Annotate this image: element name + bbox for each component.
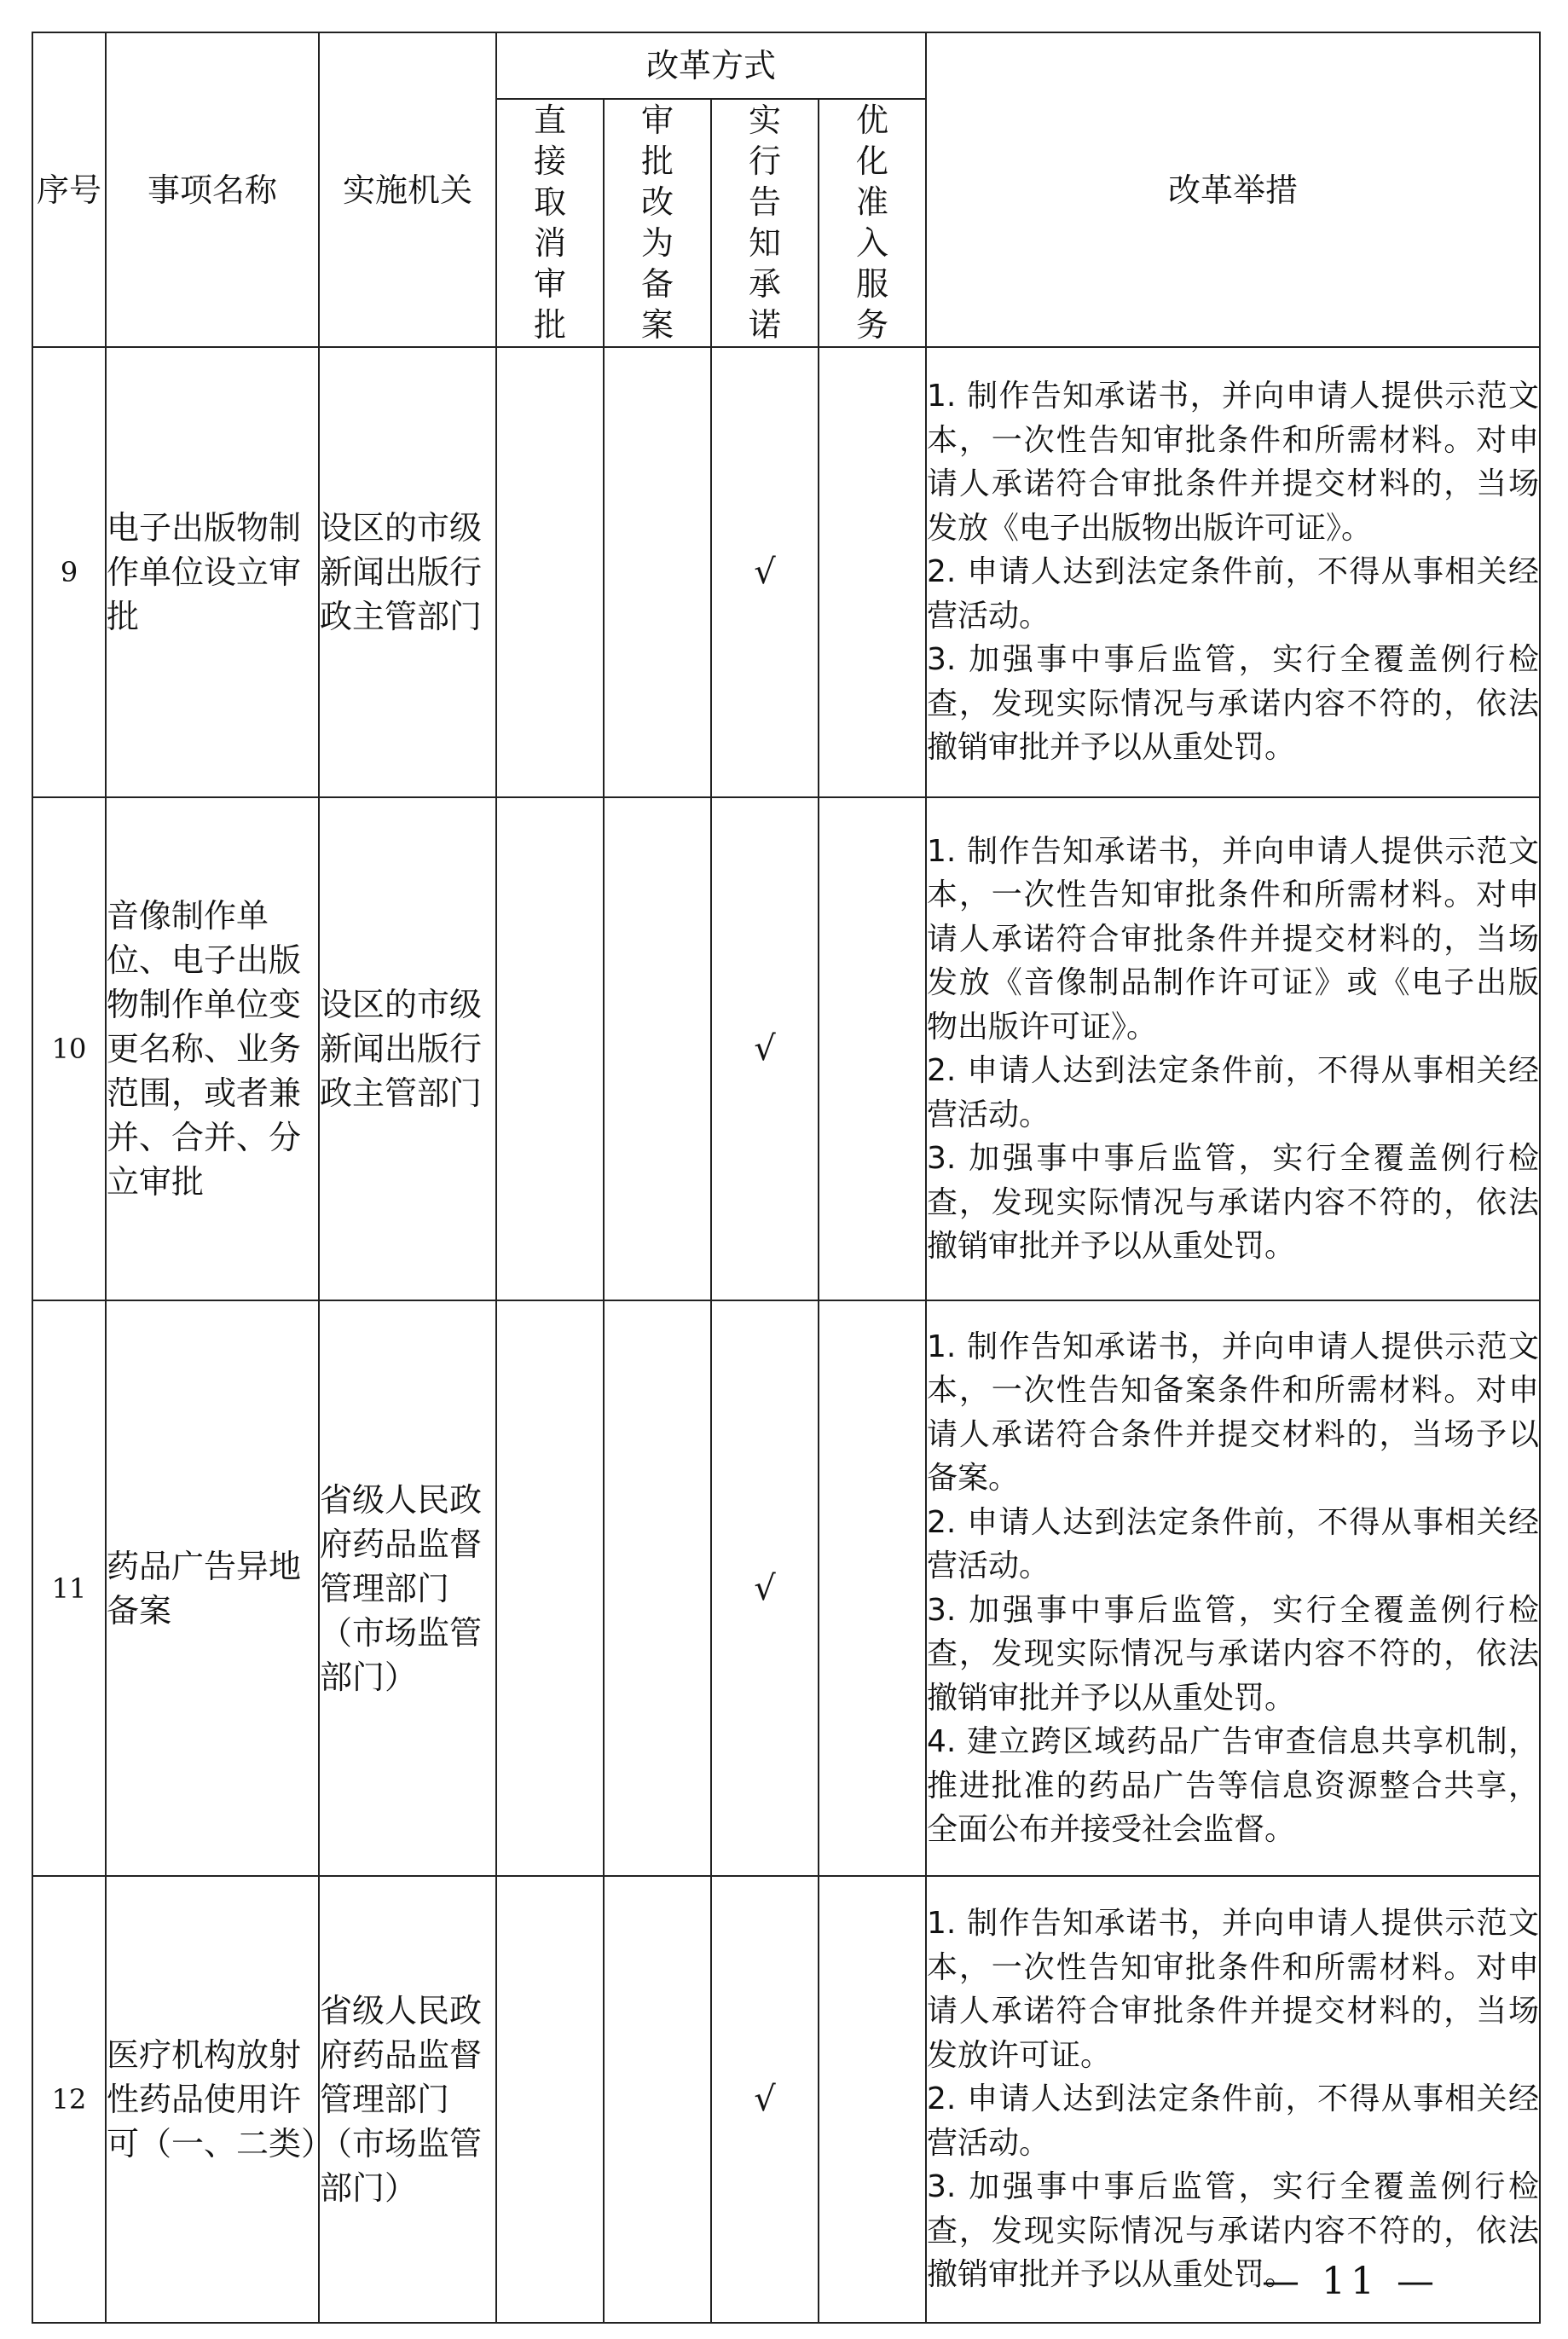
row-mark-commitment: √ xyxy=(711,347,819,797)
header-method-commitment: 实行告知承诺 xyxy=(711,99,819,347)
row-mark-optimize xyxy=(819,347,926,797)
measure-item: 2. 申请人达到法定条件前，不得从事相关经营活动。 xyxy=(927,554,1540,634)
row-measures xyxy=(926,347,1540,797)
row-measures xyxy=(926,1300,1540,1876)
row-no: 10 xyxy=(32,797,106,1300)
measure-item: 2. 申请人达到法定条件前，不得从事相关经营活动。 xyxy=(927,1053,1540,1132)
row-mark-filing xyxy=(604,347,711,797)
header-method-cancel: 直接取消审批 xyxy=(496,99,604,347)
measure-item: 2. 申请人达到法定条件前，不得从事相关经营活动。 xyxy=(927,2081,1540,2161)
row-item-name: 电子出版物制作单位设立审批 xyxy=(106,347,319,797)
measure-item: 3. 加强事中事后监管，实行全覆盖例行检查，发现实际情况与承诺内容不符的，依法撤销审批并予以从重处罚。 xyxy=(927,2169,1540,2293)
row-item-name: 医疗机构放射性药品使用许可（一、二类） xyxy=(106,1876,319,2323)
header-method-optimize: 优化准入服务 xyxy=(819,99,926,347)
measure-item: 1. 制作告知承诺书，并向申请人提供示范文本，一次性告知审批条件和所需材料。对申请人承诺符合审批条件并提交材料的，当场发放许可证。 xyxy=(927,1906,1540,2073)
measure-item: 3. 加强事中事后监管，实行全覆盖例行检查，发现实际情况与承诺内容不符的，依法撤销审批并予以从重处罚。 xyxy=(927,642,1540,766)
row-mark-optimize xyxy=(819,797,926,1300)
row-mark-filing xyxy=(604,1300,711,1876)
reform-table xyxy=(32,32,1541,2324)
row-mark-optimize xyxy=(819,1876,926,2323)
measure-item: 1. 制作告知承诺书，并向申请人提供示范文本，一次性告知审批条件和所需材料。对申请人承诺符合审批条件并提交材料的，当场发放《音像制品制作许可证》或《电子出版物出版许可证》。 xyxy=(927,833,1540,1045)
page-number: — 11 — xyxy=(1262,2260,1439,2303)
row-item-name: 药品广告异地备案 xyxy=(106,1300,319,1876)
row-mark-cancel xyxy=(496,1300,604,1876)
row-mark-filing xyxy=(604,797,711,1300)
measure-item: 1. 制作告知承诺书，并向申请人提供示范文本，一次性告知审批条件和所需材料。对申请人承诺符合审批条件并提交材料的，当场发放《电子出版物出版许可证》。 xyxy=(927,379,1540,546)
measure-item: 4. 建立跨区域药品广告审查信息共享机制，推进批准的药品广告等信息资源整合共享，全面公布并接受社会监督。 xyxy=(927,1724,1540,1847)
table-row xyxy=(32,347,1540,797)
row-org: 设区的市级新闻出版行政主管部门 xyxy=(319,797,496,1300)
header-no: 序号 xyxy=(32,32,106,347)
row-org: 省级人民政府药品监督管理部门（市场监管部门） xyxy=(319,1876,496,2323)
row-measures xyxy=(926,1876,1540,2323)
header-implementing-org: 实施机关 xyxy=(319,32,496,347)
row-mark-cancel xyxy=(496,347,604,797)
measure-item: 3. 加强事中事后监管，实行全覆盖例行检查，发现实际情况与承诺内容不符的，依法撤销审批并予以从重处罚。 xyxy=(927,1592,1540,1716)
row-mark-cancel xyxy=(496,1876,604,2323)
row-measures xyxy=(926,797,1540,1300)
row-mark-optimize xyxy=(819,1300,926,1876)
row-mark-commitment: √ xyxy=(711,1300,819,1876)
header-reform-method: 改革方式 xyxy=(496,32,926,99)
row-mark-cancel xyxy=(496,797,604,1300)
row-item-name: 音像制作单位、电子出版物制作单位变更名称、业务范围，或者兼并、合并、分立审批 xyxy=(106,797,319,1300)
measure-item: 2. 申请人达到法定条件前，不得从事相关经营活动。 xyxy=(927,1504,1540,1583)
row-mark-filing xyxy=(604,1876,711,2323)
row-mark-commitment: √ xyxy=(711,1876,819,2323)
row-no: 9 xyxy=(32,347,106,797)
row-org: 省级人民政府药品监督管理部门（市场监管部门） xyxy=(319,1300,496,1876)
measure-item: 3. 加强事中事后监管，实行全覆盖例行检查，发现实际情况与承诺内容不符的，依法撤销审批并予以从重处罚。 xyxy=(927,1141,1540,1264)
measure-item: 1. 制作告知承诺书，并向申请人提供示范文本，一次性告知备案条件和所需材料。对申请人承诺符合条件并提交材料的，当场予以备案。 xyxy=(927,1329,1540,1496)
row-no: 12 xyxy=(32,1876,106,2323)
row-mark-commitment: √ xyxy=(711,797,819,1300)
table-row xyxy=(32,797,1540,1300)
header-item-name: 事项名称 xyxy=(106,32,319,347)
table-row xyxy=(32,1876,1540,2323)
row-org: 设区的市级新闻出版行政主管部门 xyxy=(319,347,496,797)
row-no: 11 xyxy=(32,1300,106,1876)
header-method-filing: 审批改为备案 xyxy=(604,99,711,347)
header-reform-measures: 改革举措 xyxy=(926,32,1540,347)
table-row xyxy=(32,1300,1540,1876)
